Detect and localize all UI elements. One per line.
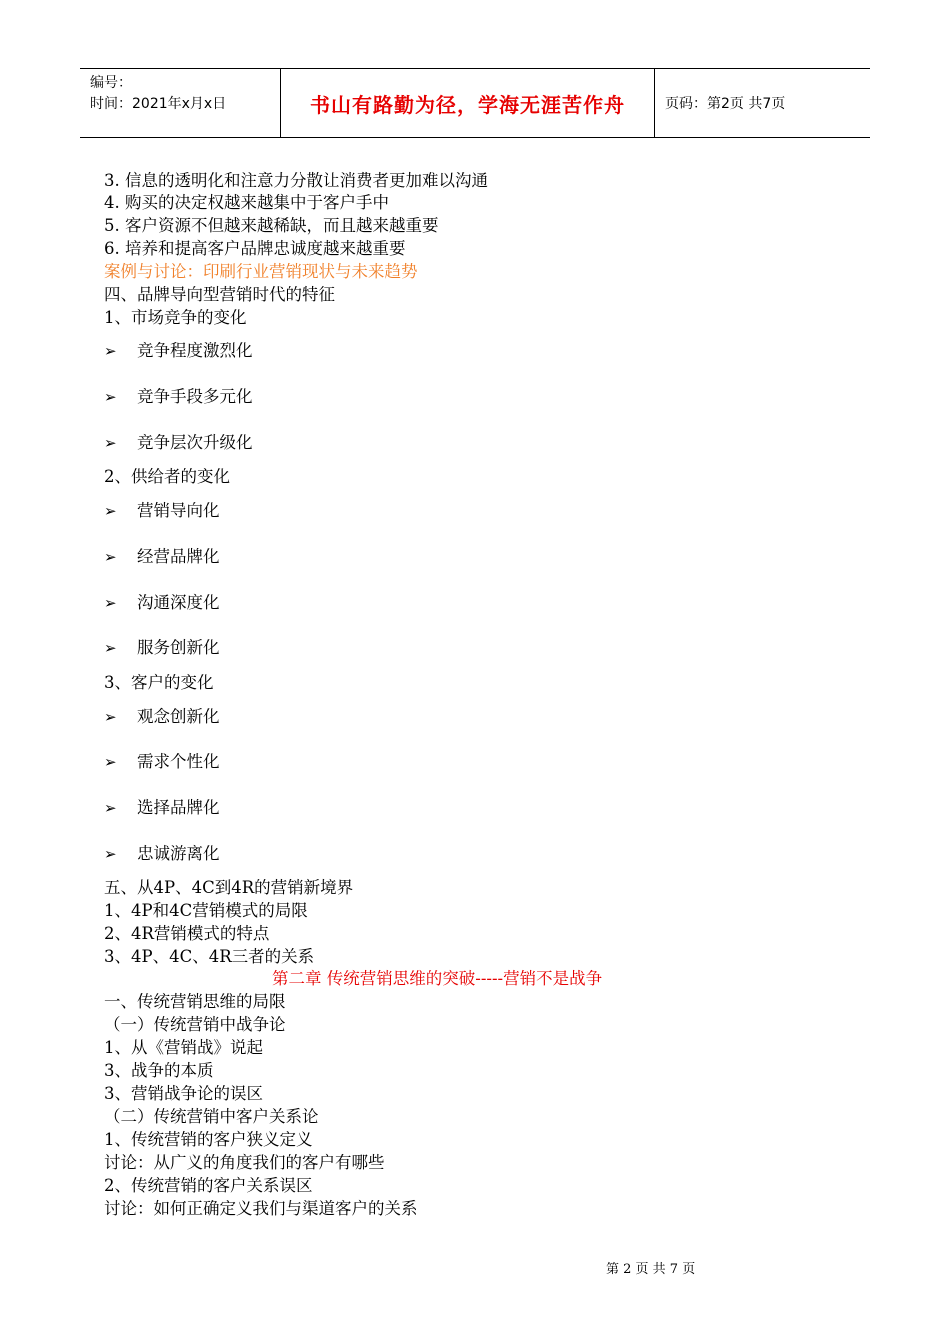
arrow-bullet-icon: ➢: [104, 548, 117, 566]
chapter-title: 第二章 传统营销思维的突破-----营销不是战争: [272, 969, 603, 988]
list-item: 5. 客户资源不但越来越稀缺，而且越来越重要: [104, 216, 439, 235]
bullet-item: ➢ 服务创新化: [104, 638, 220, 657]
section-heading: 一、传统营销思维的局限: [104, 992, 286, 1011]
bullet-item: ➢ 观念创新化: [104, 707, 220, 726]
subsection-heading: 1、市场竞争的变化: [104, 308, 247, 327]
arrow-bullet-icon: ➢: [104, 799, 117, 817]
subsection-heading: 2、供给者的变化: [104, 467, 230, 486]
header-meta: [80, 69, 281, 137]
number-label: 编号：: [90, 75, 132, 91]
discussion-item: 讨论：如何正确定义我们与渠道客户的关系: [104, 1199, 418, 1218]
list-item: 1、传统营销的客户狭义定义: [104, 1130, 313, 1149]
subsection-heading: 3、客户的变化: [104, 673, 214, 692]
list-item: 3、战争的本质: [104, 1061, 214, 1080]
bullet-item: ➢ 竞争程度激烈化: [104, 341, 253, 360]
list-item: 2、传统营销的客户关系误区: [104, 1176, 313, 1195]
arrow-bullet-icon: ➢: [104, 502, 117, 520]
arrow-bullet-icon: ➢: [104, 639, 117, 657]
arrow-bullet-icon: ➢: [104, 434, 117, 452]
arrow-bullet-icon: ➢: [104, 708, 117, 726]
section-heading: 五、从4P、4C到4R的营销新境界: [104, 878, 354, 897]
bullet-item: ➢ 忠诚游离化: [104, 844, 220, 863]
case-discussion: 案例与讨论：印刷行业营销现状与未来趋势: [104, 262, 418, 281]
bullet-item: ➢ 竞争层次升级化: [104, 433, 253, 452]
subsection-heading: 3、4P、4C、4R三者的关系: [104, 947, 315, 966]
arrow-bullet-icon: ➢: [104, 594, 117, 612]
bullet-item: ➢ 营销导向化: [104, 501, 220, 520]
page-footer: 第 2 页 共 7 页: [606, 1262, 696, 1277]
discussion-item: 讨论：从广义的角度我们的客户有哪些: [104, 1153, 385, 1172]
arrow-bullet-icon: ➢: [104, 845, 117, 863]
subsection-heading: 2、4R营销模式的特点: [104, 924, 270, 943]
subsection-heading: （二）传统营销中客户关系论: [104, 1107, 319, 1126]
bullet-item: ➢ 竞争手段多元化: [104, 387, 253, 406]
list-item: 4. 购买的决定权越来越集中于客户手中: [104, 193, 389, 212]
page-header: [80, 68, 870, 138]
bullet-item: ➢ 需求个性化: [104, 752, 220, 771]
list-item: 1、从《营销战》说起: [104, 1038, 263, 1057]
header-page-info: 页码：第2页 共7页: [665, 96, 786, 112]
arrow-bullet-icon: ➢: [104, 342, 117, 360]
bullet-item: ➢ 经营品牌化: [104, 547, 220, 566]
section-heading: 四、品牌导向型营销时代的特征: [104, 285, 335, 304]
list-item: 6. 培养和提高客户品牌忠诚度越来越重要: [104, 239, 406, 258]
list-item: 3、营销战争论的误区: [104, 1084, 263, 1103]
bullet-item: ➢ 沟通深度化: [104, 593, 220, 612]
arrow-bullet-icon: ➢: [104, 753, 117, 771]
header-motto: 书山有路勤为径，学海无涯苦作舟: [281, 69, 655, 137]
bullet-item: ➢ 选择品牌化: [104, 798, 220, 817]
subsection-heading: 1、4P和4C营销模式的局限: [104, 901, 308, 920]
subsection-heading: （一）传统营销中战争论: [104, 1015, 286, 1034]
list-item: 3. 信息的透明化和注意力分散让消费者更加难以沟通: [104, 171, 488, 190]
arrow-bullet-icon: ➢: [104, 388, 117, 406]
time-label: 时间：2021年x月x日: [90, 96, 227, 112]
